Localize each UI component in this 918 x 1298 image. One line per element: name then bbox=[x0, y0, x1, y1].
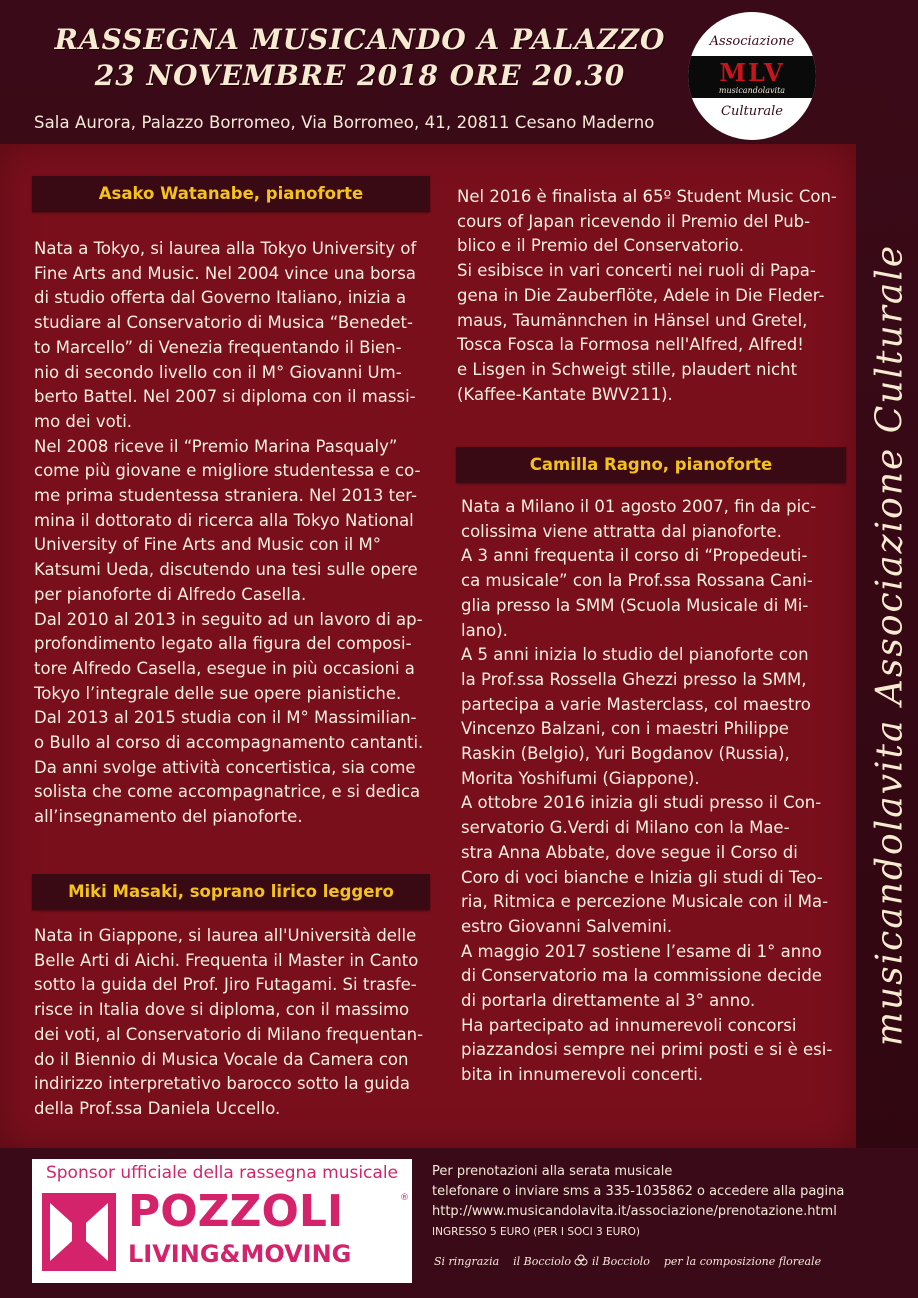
bio-line: mina il dottorato di ricerca alla Tokyo National bbox=[34, 510, 414, 530]
bio-line: Fine Arts and Music. Nel 2004 vince una borsa bbox=[34, 263, 416, 283]
side-banner bbox=[870, 150, 910, 1140]
bio-line: Nel 2016 è finalista al 65º Student Music Con- bbox=[457, 187, 837, 206]
bio-line: Ha partecipato ad innumerevoli concorsi bbox=[461, 1015, 797, 1035]
bio-line: colissima viene attratta dal pianoforte. bbox=[461, 521, 782, 541]
bio-line: Da anni svolge attività concertistica, sia come bbox=[34, 757, 416, 777]
sponsor-reg-mark: ® bbox=[400, 1193, 409, 1203]
bio-line: Dal 2013 al 2015 studia con il M° Massimilian- bbox=[34, 708, 417, 728]
bio-line: sotto la guida del Prof. Jiro Futagami. Si trasfe- bbox=[34, 975, 417, 995]
miki-bio-continued bbox=[457, 185, 847, 407]
sponsor-box bbox=[32, 1159, 412, 1283]
flower-icon bbox=[574, 1254, 588, 1268]
bio-line: di Conservatorio ma la commissione decide bbox=[461, 966, 822, 986]
bio-line: risce in Italia dove si diploma, con il massimo bbox=[34, 1000, 410, 1020]
bio-line: (Kaffee-Kantate BWV211). bbox=[457, 384, 673, 404]
bio-line: Raskin (Belgio), Yuri Bogdanov (Russia), bbox=[461, 744, 790, 764]
bio-line: della Prof.ssa Daniela Uccello. bbox=[34, 1098, 281, 1118]
bio-line: tore Alfredo Casella, esegue in più occasioni a bbox=[34, 658, 415, 678]
bio-line: Dal 2010 al 2013 in seguito ad un lavoro di ap- bbox=[34, 609, 423, 629]
bio-line: to Marcello” di Venezia frequentando il Bien- bbox=[34, 337, 402, 357]
bio-line: all’insegnamento del pianoforte. bbox=[34, 807, 303, 827]
booking-url[interactable]: http://www.musicandolavita.it/associazione/prenotazione.html bbox=[432, 1204, 837, 1219]
sponsor-brand: POZZOLI bbox=[128, 1186, 344, 1237]
event-title-line1: RASSEGNA MUSICANDO A PALAZZO bbox=[54, 23, 666, 56]
bio-line: Tokyo l’integrale delle sue opere pianistiche. bbox=[34, 683, 402, 703]
thanks-pre: Si ringrazia bbox=[434, 1255, 500, 1268]
bio-line: bita in innumerevoli concerti. bbox=[461, 1065, 704, 1085]
bio-line: Nata a Tokyo, si laurea alla Tokyo University of bbox=[34, 239, 417, 258]
bio-line: di studio offerta dal Governo Italiano, inizia a bbox=[34, 288, 407, 308]
bio-line: A maggio 2017 sostiene l’esame di 1° anno bbox=[461, 941, 822, 961]
bio-line: A 5 anni inizia lo studio del pianoforte con bbox=[461, 645, 809, 665]
bio-line: ca musicale” con la Prof.ssa Rossana Cani- bbox=[461, 571, 813, 591]
venue-address: Sala Aurora, Palazzo Borromeo, Via Borromeo, 41, 20811 Cesano Maderno bbox=[34, 113, 655, 132]
bio-line: Vincenzo Balzani, con i maestri Philippe bbox=[461, 719, 789, 739]
pozzoli-logo-icon bbox=[42, 1193, 116, 1271]
bio-line: blico e il Premio del Conservatorio. bbox=[457, 236, 745, 256]
bio-line: stra Anna Abbate, dove segue il Corso di bbox=[461, 842, 798, 862]
bio-line: glia presso la SMM (Scuola Musicale di Mi- bbox=[461, 595, 809, 615]
bio-line: dei voti, al Conservatorio di Milano frequentan- bbox=[34, 1024, 424, 1044]
bio-line: University of Fine Arts and Music con il M° bbox=[34, 535, 381, 555]
logo-top-word: Associazione bbox=[709, 34, 795, 49]
bio-line: do il Biennio di Musica Vocale da Camera con bbox=[34, 1049, 409, 1069]
bio-line: o Bullo al corso di accompagnamento cantanti. bbox=[34, 733, 424, 753]
bio-line: studiare al Conservatorio di Musica “Benedet- bbox=[34, 313, 413, 333]
bio-line: partecipa a varie Masterclass, col maestro bbox=[461, 694, 811, 714]
bio-line: nio di secondo livello con il M° Giovanni Um- bbox=[34, 362, 402, 382]
booking-line2: telefonare o inviare sms a 335-1035862 o accedere alla pagina bbox=[432, 1184, 845, 1199]
florist-name-b: il Bocciolo bbox=[591, 1255, 650, 1268]
logo-bottom-word: Culturale bbox=[721, 104, 783, 119]
logo-tagline: musicandolavita bbox=[718, 86, 786, 95]
bio-line: estro Giovanni Salvemini. bbox=[461, 916, 673, 936]
sponsor-brand-sub: LIVING&MOVING bbox=[128, 1240, 352, 1268]
bio-line: Belle Arti di Aichi. Frequenta il Master in Canto bbox=[34, 950, 419, 970]
bio-line: maus, Taumännchen in Hänsel und Gretel, bbox=[457, 310, 808, 330]
bio-line: servatorio G.Verdi di Milano con la Mae- bbox=[461, 818, 790, 838]
side-banner-text: musicandolavita Associazione Culturale bbox=[869, 243, 911, 1047]
florist-name-a: il Bocciolo bbox=[513, 1255, 571, 1268]
bio-line: A ottobre 2016 inizia gli studi presso il Con- bbox=[461, 793, 822, 813]
bio-line: per pianoforte di Alfredo Casella. bbox=[34, 584, 307, 604]
sponsor-caption: Sponsor ufficiale della rassegna musicale bbox=[45, 1163, 399, 1183]
asako-heading: Asako Watanabe, pianoforte bbox=[32, 176, 430, 212]
bio-line: indirizzo interpretativo barocco sotto la guida bbox=[34, 1074, 410, 1094]
bio-line: profondimento legato alla figura del composi- bbox=[34, 634, 412, 654]
booking-price: INGRESSO 5 EURO (PER I SOCI 3 EURO) bbox=[432, 1226, 641, 1238]
event-title-line2: 23 NOVEMBRE 2018 ORE 20.30 bbox=[94, 59, 626, 92]
bio-line: me prima studentessa straniera. Nel 2013 ter- bbox=[34, 486, 417, 506]
bio-line: solista che come accompagnatrice, e si dedica bbox=[34, 782, 421, 802]
thanks-post: per la composizione floreale bbox=[663, 1255, 822, 1268]
bio-line: Nata a Milano il 01 agosto 2007, fin da pic- bbox=[461, 497, 817, 516]
miki-bio bbox=[34, 924, 434, 1122]
bio-line: gena in Die Zauberflöte, Adele in Die Fleder- bbox=[457, 285, 825, 305]
asako-bio bbox=[34, 237, 434, 830]
bio-line: Coro di voci bianche e Inizia gli studi di Teo- bbox=[461, 867, 823, 887]
thanks-line bbox=[434, 1254, 821, 1268]
bio-line: Si esibisce in vari concerti nei ruoli di Papa- bbox=[457, 261, 816, 281]
bio-line: Morita Yoshifumi (Giappone). bbox=[461, 768, 700, 788]
camilla-heading: Camilla Ragno, pianoforte bbox=[456, 447, 846, 483]
bio-line: Nel 2008 riceve il “Premio Marina Pasqualy” bbox=[34, 436, 398, 456]
bio-line: A 3 anni frequenta il corso di “Propedeuti- bbox=[461, 546, 808, 566]
association-logo bbox=[688, 12, 816, 140]
bio-line: Nata in Giappone, si laurea all'Università delle bbox=[34, 926, 417, 945]
logo-initials: MLV bbox=[719, 58, 785, 87]
bio-line: come più giovane e migliore studentessa e co- bbox=[34, 461, 421, 481]
bio-line: Katsumi Ueda, discutendo una tesi sulle opere bbox=[34, 560, 418, 580]
bio-line: la Prof.ssa Rossella Ghezzi presso la SMM, bbox=[461, 669, 807, 689]
bio-line: ria, Ritmica e percezione Musicale con il Ma- bbox=[461, 892, 829, 912]
bio-line: lano). bbox=[461, 620, 508, 640]
bio-line: di portarla direttamente al 3° anno. bbox=[461, 991, 756, 1011]
bio-line: mo dei voti. bbox=[34, 411, 133, 431]
bio-line: cours of Japan ricevendo il Premio del Pub- bbox=[457, 211, 811, 231]
bio-line: piazzandosi sempre nei primi posti e si è esi- bbox=[461, 1040, 833, 1060]
bio-line: e Lisgen in Schweigt stille, plaudert nicht bbox=[457, 359, 798, 379]
bio-line: berto Battel. Nel 2007 si diploma con il massi- bbox=[34, 387, 416, 407]
booking-line1: Per prenotazioni alla serata musicale bbox=[432, 1164, 673, 1179]
camilla-bio bbox=[461, 495, 851, 1088]
event-title bbox=[50, 22, 670, 94]
booking-info bbox=[432, 1162, 844, 1242]
bio-line: Tosca Fosca la Formosa nell'Alfred, Alfred! bbox=[457, 335, 804, 355]
miki-heading: Miki Masaki, soprano lirico leggero bbox=[32, 874, 430, 910]
